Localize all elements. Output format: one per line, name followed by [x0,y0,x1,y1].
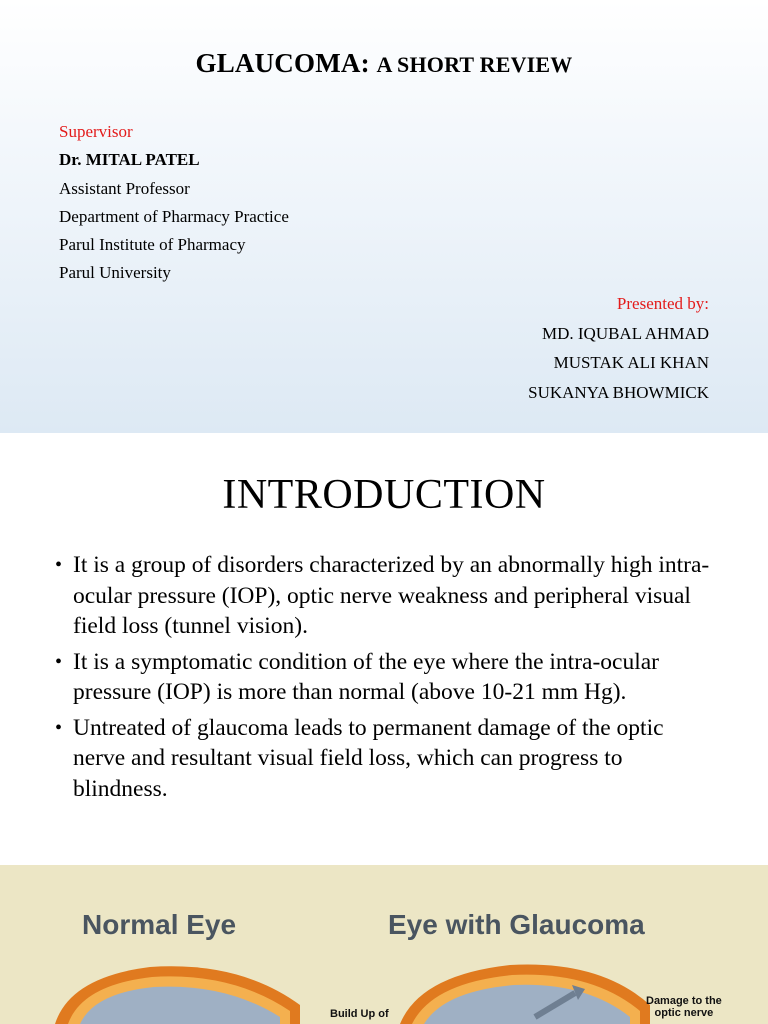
normal-eye-drawing [55,966,300,1024]
bullet-text: Untreated of glaucoma leads to permanent damage of the optic nerve and resultant visual field loss, which can progress to blindness. [73,714,664,802]
bullet-text: It is a symptomatic condition of the eye where the intra-ocular pressure (IOP) is more than normal (above 10-21 mm Hg). [73,648,659,705]
introduction-slide [0,433,768,865]
glaucoma-eye-drawing [400,965,650,1024]
introduction-title: INTRODUCTION [222,472,546,518]
damage-label-line: optic nerve [654,1007,714,1019]
bullet-text: It is a group of disorders characterized by an abnormally high intra-ocular pressure (IOP), optic nerve weakness and peripheral visual field loss (tunnel vision). [73,552,710,639]
supervisor-line: Parul University [59,263,171,283]
title-slide [0,0,768,433]
glaucoma-eye-heading: Eye with Glaucoma [388,909,645,940]
bullet-item [55,713,720,805]
presenters-block [528,289,709,407]
bullet-glyph: • [55,554,63,576]
supervisor-line: Assistant Professor [59,178,190,198]
bullet-glyph: • [55,650,63,673]
presenter-name: MUSTAK ALI KHAN [553,353,709,372]
bullet-item [55,550,720,642]
title-main: GLAUCOMA: [195,48,370,78]
supervisor-block [59,118,289,288]
normal-eye-heading: Normal Eye [82,909,237,940]
presenters-label: Presented by: [616,294,709,313]
bullet-item [55,647,720,708]
bullet-glyph: • [55,716,63,739]
supervisor-label: Supervisor [59,122,133,141]
presenter-name: MD. IQUBAL AHMAD [541,323,709,343]
buildup-label: Build Up of [330,1008,389,1020]
supervisor-line: Department of Pharmacy Practice [59,206,289,226]
bullet-list [55,550,720,809]
supervisor-name: Dr. MITAL PATEL [59,150,200,170]
damage-label-line: Damage to the [646,995,722,1007]
damage-label [646,995,722,1019]
presenter-name: SUKANYA BHOWMICK [528,382,709,402]
slide-title [0,48,768,79]
supervisor-line: Parul Institute of Pharmacy [59,235,246,255]
title-sub: A SHORT REVIEW [376,52,573,77]
eye-comparison-slide [0,865,768,1024]
